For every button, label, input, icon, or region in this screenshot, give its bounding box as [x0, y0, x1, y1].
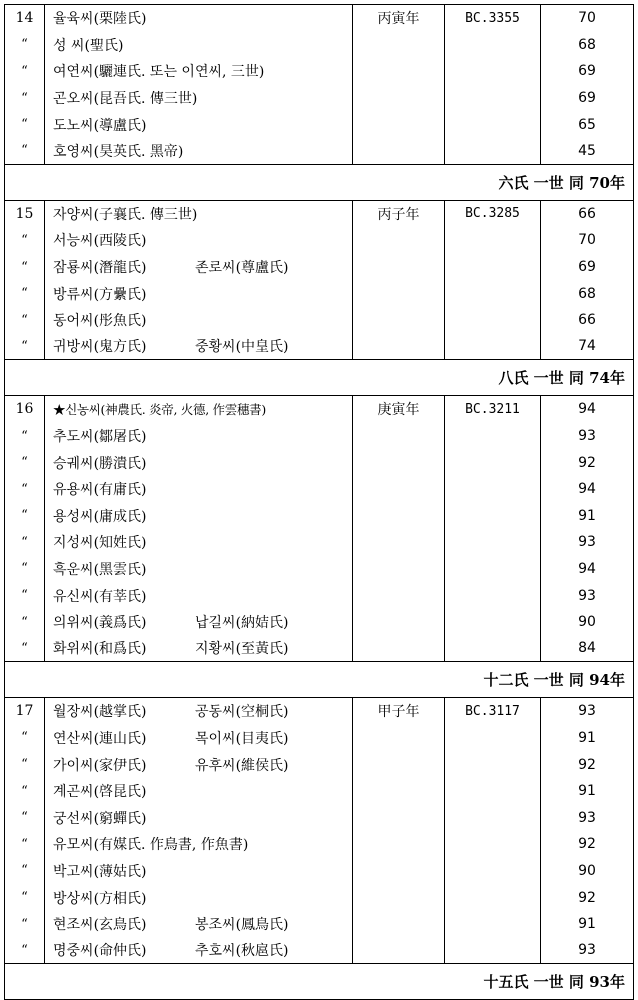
generation-number: 14: [5, 5, 45, 32]
table-row: [5, 423, 634, 450]
reign-length: 70: [541, 227, 634, 254]
bc-year: [445, 937, 541, 964]
clan-name: 용성씨(庸成氏): [53, 508, 147, 525]
reign-year: [353, 503, 445, 530]
table-row: [5, 804, 634, 831]
reign-length: 93: [541, 804, 634, 831]
clan-name: ★신농씨(神農氏. 炎帝, 火德, 作雲穗書): [53, 402, 266, 418]
ditto-mark: “: [5, 58, 45, 85]
reign-year: [353, 884, 445, 911]
clan-name: 여연씨(驪連氏. 또는 이연씨, 三世): [53, 64, 265, 81]
table-row: [5, 937, 634, 964]
table-row: [5, 201, 634, 228]
bc-year: [445, 858, 541, 885]
table-row: [5, 138, 634, 165]
clan-name-cell: [45, 280, 353, 307]
table-row: [5, 280, 634, 307]
reign-year: [353, 609, 445, 636]
reign-year: [353, 307, 445, 334]
reign-year: [353, 85, 445, 112]
table-row: [5, 698, 634, 725]
reign-year: [353, 449, 445, 476]
bc-year: BC.3285: [445, 201, 541, 228]
bc-year: BC.3355: [445, 5, 541, 32]
table-row: [5, 911, 634, 938]
clan-name-cell: [45, 858, 353, 885]
reign-year: 甲子年: [353, 698, 445, 725]
reign-year: [353, 804, 445, 831]
ditto-mark: “: [5, 449, 45, 476]
table-row: [5, 307, 634, 334]
clan-name-secondary: 존로씨(尊盧氏): [195, 260, 289, 277]
group-summary: 八氏 一世 同 74年: [5, 360, 634, 396]
reign-length: 91: [541, 778, 634, 805]
bc-year: [445, 254, 541, 281]
bc-year: [445, 58, 541, 85]
reign-length: 68: [541, 32, 634, 59]
clan-name: 지성씨(知姓氏): [53, 535, 147, 552]
clan-name-cell: [45, 227, 353, 254]
table-row: [5, 751, 634, 778]
table-row: [5, 635, 634, 662]
clan-name-secondary: 봉조씨(鳳鳥氏): [195, 917, 289, 934]
ditto-mark: “: [5, 831, 45, 858]
bc-year: [445, 449, 541, 476]
ditto-mark: “: [5, 556, 45, 583]
bc-year: [445, 778, 541, 805]
reign-length: 94: [541, 396, 634, 423]
bc-year: [445, 831, 541, 858]
group-block: [5, 396, 634, 698]
ditto-mark: “: [5, 858, 45, 885]
ditto-mark: “: [5, 778, 45, 805]
clan-name: 화위씨(和爲氏): [53, 641, 147, 658]
bc-year: [445, 582, 541, 609]
reign-year: [353, 476, 445, 503]
clan-name-cell: [45, 911, 353, 938]
clan-name-cell: [45, 698, 353, 725]
clan-name-cell: [45, 884, 353, 911]
bc-year: [445, 635, 541, 662]
group-block: [5, 201, 634, 397]
clan-name: 율육씨(栗陸氏): [53, 11, 147, 28]
ditto-mark: “: [5, 227, 45, 254]
ditto-mark: “: [5, 582, 45, 609]
bc-year: [445, 227, 541, 254]
clan-name: 동어씨(彤魚氏): [53, 313, 147, 330]
clan-name-cell: [45, 5, 353, 32]
reign-year: [353, 227, 445, 254]
reign-year: [353, 423, 445, 450]
ditto-mark: “: [5, 503, 45, 530]
reign-year: [353, 635, 445, 662]
clan-name: 유용씨(有庸氏): [53, 482, 147, 499]
table-row: [5, 85, 634, 112]
ditto-mark: “: [5, 138, 45, 165]
clan-name-secondary: 지황씨(至黃氏): [195, 641, 289, 658]
clan-name: 곤오씨(昆吾氏. 傳三世): [53, 91, 198, 108]
ditto-mark: “: [5, 804, 45, 831]
reign-length: 90: [541, 609, 634, 636]
clan-name-cell: [45, 254, 353, 281]
clan-name-cell: [45, 503, 353, 530]
reign-year: [353, 751, 445, 778]
bc-year: [445, 138, 541, 165]
ditto-mark: “: [5, 254, 45, 281]
clan-name-cell: [45, 201, 353, 228]
table-row: [5, 556, 634, 583]
generation-number: 16: [5, 396, 45, 423]
clan-name-cell: [45, 138, 353, 165]
ditto-mark: “: [5, 32, 45, 59]
reign-length: 70: [541, 5, 634, 32]
clan-name: 귀방씨(鬼方氏): [53, 339, 147, 356]
reign-year: [353, 138, 445, 165]
clan-name: 자양씨(子襄氏. 傳三世): [53, 206, 198, 223]
ditto-mark: “: [5, 476, 45, 503]
table-row: [5, 254, 634, 281]
reign-length: 92: [541, 751, 634, 778]
clan-name-cell: [45, 778, 353, 805]
reign-length: 90: [541, 858, 634, 885]
reign-length: 91: [541, 503, 634, 530]
clan-name-cell: [45, 449, 353, 476]
bc-year: [445, 751, 541, 778]
clan-name: 유신씨(有莘氏): [53, 588, 147, 605]
table-row: [5, 831, 634, 858]
clan-name-cell: [45, 804, 353, 831]
bc-year: [445, 911, 541, 938]
clan-name-cell: [45, 396, 353, 423]
clan-name: 연산씨(連山氏): [53, 730, 147, 747]
ditto-mark: “: [5, 937, 45, 964]
reign-length: 65: [541, 111, 634, 138]
table-row: [5, 858, 634, 885]
bc-year: [445, 884, 541, 911]
generation-number: 15: [5, 201, 45, 228]
group-block: [5, 698, 634, 1000]
reign-year: [353, 556, 445, 583]
ditto-mark: “: [5, 85, 45, 112]
clan-name: 유모씨(有媒氏. 作鳥書, 作魚書): [53, 837, 249, 854]
clan-name-secondary: 추호씨(秋扈氏): [195, 943, 289, 960]
reign-length: 45: [541, 138, 634, 165]
reign-year: [353, 32, 445, 59]
clan-name-cell: [45, 476, 353, 503]
clan-name: 명중씨(命仲氏): [53, 943, 147, 960]
bc-year: [445, 32, 541, 59]
reign-length: 94: [541, 476, 634, 503]
reign-length: 91: [541, 911, 634, 938]
table-row: [5, 725, 634, 752]
clan-name: 계곤씨(啓昆氏): [53, 784, 147, 801]
bc-year: [445, 529, 541, 556]
clan-name-cell: [45, 58, 353, 85]
ditto-mark: “: [5, 911, 45, 938]
reign-year: [353, 937, 445, 964]
ditto-mark: “: [5, 751, 45, 778]
reign-year: 庚寅年: [353, 396, 445, 423]
clan-name: 서능씨(西陵氏): [53, 233, 147, 250]
genealogy-table: [4, 4, 634, 1000]
reign-year: [353, 911, 445, 938]
clan-name: 성 씨(聖氏): [53, 37, 124, 54]
reign-length: 84: [541, 635, 634, 662]
ditto-mark: “: [5, 529, 45, 556]
reign-year: 丙子年: [353, 201, 445, 228]
reign-year: [353, 831, 445, 858]
reign-length: 93: [541, 529, 634, 556]
clan-name-cell: [45, 725, 353, 752]
bc-year: [445, 503, 541, 530]
table-row: [5, 609, 634, 636]
table-row: [5, 396, 634, 423]
reign-length: 93: [541, 423, 634, 450]
reign-length: 69: [541, 58, 634, 85]
clan-name-cell: [45, 937, 353, 964]
clan-name-cell: [45, 609, 353, 636]
bc-year: [445, 804, 541, 831]
bc-year: [445, 280, 541, 307]
ditto-mark: “: [5, 725, 45, 752]
clan-name: 가이씨(家伊氏): [53, 757, 147, 774]
reign-year: [353, 254, 445, 281]
reign-length: 69: [541, 254, 634, 281]
ditto-mark: “: [5, 423, 45, 450]
ditto-mark: “: [5, 884, 45, 911]
reign-year: [353, 280, 445, 307]
clan-name: 방류씨(方纍氏): [53, 286, 147, 303]
reign-year: [353, 725, 445, 752]
reign-length: 93: [541, 698, 634, 725]
reign-length: 74: [541, 334, 634, 361]
table-row: [5, 32, 634, 59]
clan-name-cell: [45, 831, 353, 858]
ditto-mark: “: [5, 111, 45, 138]
clan-name-cell: [45, 32, 353, 59]
group-summary: 十五氏 一世 同 93年: [5, 964, 634, 1000]
reign-length: 68: [541, 280, 634, 307]
clan-name: 현조씨(玄鳥氏): [53, 917, 147, 934]
clan-name: 방상씨(方相氏): [53, 890, 147, 907]
clan-name: 궁선씨(窮蟬氏): [53, 810, 147, 827]
clan-name-cell: [45, 556, 353, 583]
table-row: [5, 449, 634, 476]
clan-name: 잠룡씨(潛龍氏): [53, 260, 147, 277]
reign-year: [353, 111, 445, 138]
clan-name: 의위씨(義爲氏): [53, 615, 147, 632]
clan-name-secondary: 목이씨(目夷氏): [195, 730, 289, 747]
ditto-mark: “: [5, 635, 45, 662]
bc-year: [445, 111, 541, 138]
bc-year: BC.3211: [445, 396, 541, 423]
clan-name: 흑운씨(黑雲氏): [53, 561, 147, 578]
clan-name-secondary: 납길씨(納姞氏): [195, 615, 289, 632]
reign-year: [353, 858, 445, 885]
reign-length: 93: [541, 582, 634, 609]
reign-year: [353, 529, 445, 556]
bc-year: [445, 725, 541, 752]
reign-length: 94: [541, 556, 634, 583]
clan-name-secondary: 유후씨(維侯氏): [195, 757, 289, 774]
ditto-mark: “: [5, 609, 45, 636]
clan-name-cell: [45, 751, 353, 778]
bc-year: [445, 476, 541, 503]
clan-name: 호영씨(昊英氏. 黑帝): [53, 143, 184, 160]
clan-name: 승궤씨(勝潰氏): [53, 455, 147, 472]
ditto-mark: “: [5, 334, 45, 361]
clan-name-cell: [45, 307, 353, 334]
clan-name-cell: [45, 423, 353, 450]
reign-length: 92: [541, 831, 634, 858]
table-row: [5, 5, 634, 32]
reign-length: 69: [541, 85, 634, 112]
clan-name-secondary: 중황씨(中皇氏): [195, 339, 289, 356]
table-row: [5, 778, 634, 805]
reign-length: 92: [541, 449, 634, 476]
reign-length: 66: [541, 307, 634, 334]
bc-year: [445, 423, 541, 450]
group-summary: 十二氏 一世 同 94年: [5, 662, 634, 698]
clan-name-cell: [45, 582, 353, 609]
reign-length: 93: [541, 937, 634, 964]
bc-year: [445, 556, 541, 583]
clan-name: 월장씨(越掌氏): [53, 704, 147, 721]
group-summary: 六氏 一世 同 70年: [5, 165, 634, 201]
table-row: [5, 334, 634, 361]
bc-year: [445, 609, 541, 636]
clan-name-cell: [45, 635, 353, 662]
clan-name-cell: [45, 111, 353, 138]
reign-length: 66: [541, 201, 634, 228]
reign-year: 丙寅年: [353, 5, 445, 32]
ditto-mark: “: [5, 280, 45, 307]
table-row: [5, 58, 634, 85]
clan-name-cell: [45, 85, 353, 112]
clan-name-cell: [45, 529, 353, 556]
table-row: [5, 111, 634, 138]
table-row: [5, 227, 634, 254]
ditto-mark: “: [5, 307, 45, 334]
bc-year: [445, 307, 541, 334]
reign-length: 91: [541, 725, 634, 752]
clan-name-cell: [45, 334, 353, 361]
group-block: [5, 5, 634, 201]
table-row: [5, 884, 634, 911]
bc-year: [445, 334, 541, 361]
clan-name: 추도씨(鄒屠氏): [53, 429, 147, 446]
generation-number: 17: [5, 698, 45, 725]
reign-year: [353, 58, 445, 85]
reign-year: [353, 778, 445, 805]
bc-year: [445, 85, 541, 112]
reign-year: [353, 582, 445, 609]
table-row: [5, 476, 634, 503]
reign-year: [353, 334, 445, 361]
bc-year: BC.3117: [445, 698, 541, 725]
table-row: [5, 503, 634, 530]
reign-length: 92: [541, 884, 634, 911]
clan-name: 박고씨(薄姑氏): [53, 863, 147, 880]
table-row: [5, 529, 634, 556]
clan-name-secondary: 공동씨(空桐氏): [195, 704, 289, 721]
table-row: [5, 582, 634, 609]
clan-name: 도노씨(導盧氏): [53, 117, 147, 134]
